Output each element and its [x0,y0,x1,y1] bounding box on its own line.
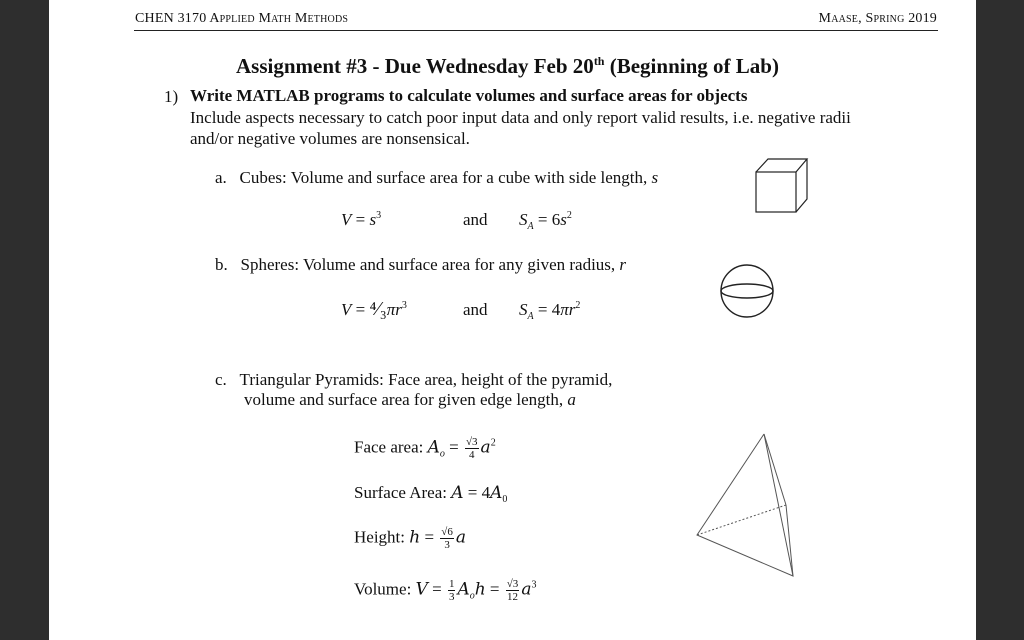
page-header [134,10,938,31]
and-text: and [463,210,488,229]
sphere-volume-formula: $V = ^4⁄_3\pi r^3$ [341,298,407,320]
volume-formula: Volume: V = $\frac{1}{3}$ $A_oh$ = $\frac{√3}{12}$ $a^3$ [354,578,537,603]
question-number: 1) [164,87,179,106]
cube-icon [749,155,813,217]
question-description: Include aspects necessary to catch poor input data and only report valid results, i.e. negative radii and/or negative volumes are nonsensical. [190,108,851,148]
pyramid-icon [689,428,799,580]
document-page [49,0,976,640]
assignment-title: Assignment #3 - Due Wednesday Feb 20th (Beginning of Lab) [236,54,779,78]
sphere-icon [715,259,779,323]
item-c-line2: volume and surface area for given edge length, a [244,390,576,409]
height-formula: Height: h = $\frac{√6}{3}$ a [354,526,466,551]
cube-surface-formula: $S_A = 6s^2$ [519,210,572,232]
cube-volume-formula: $V = s^3$ [341,210,382,229]
sphere-surface-formula: $S_A = 4\pi r^2$ [519,300,581,322]
item-c: c. Triangular Pyramids: Face area, height of the pyramid, [215,370,613,389]
course-header: CHEN 3170 Applied Math Methods [135,11,349,26]
term-header: Maase, Spring 2019 [818,11,937,26]
and-text: and [463,300,488,319]
face-area-formula: Face area: $A_o$ = $\frac{√3}{4}$ $a^2$ [354,436,496,461]
surface-area-formula: Surface Area: $A = 4A_0$ [354,483,508,505]
item-a: a. Cubes: Volume and surface area for a cube with side length, s [215,168,659,187]
question-heading: Write MATLAB programs to calculate volumes and surface areas for objects [190,86,748,105]
item-b: b. Spheres: Volume and surface area for any given radius, r [215,255,627,274]
